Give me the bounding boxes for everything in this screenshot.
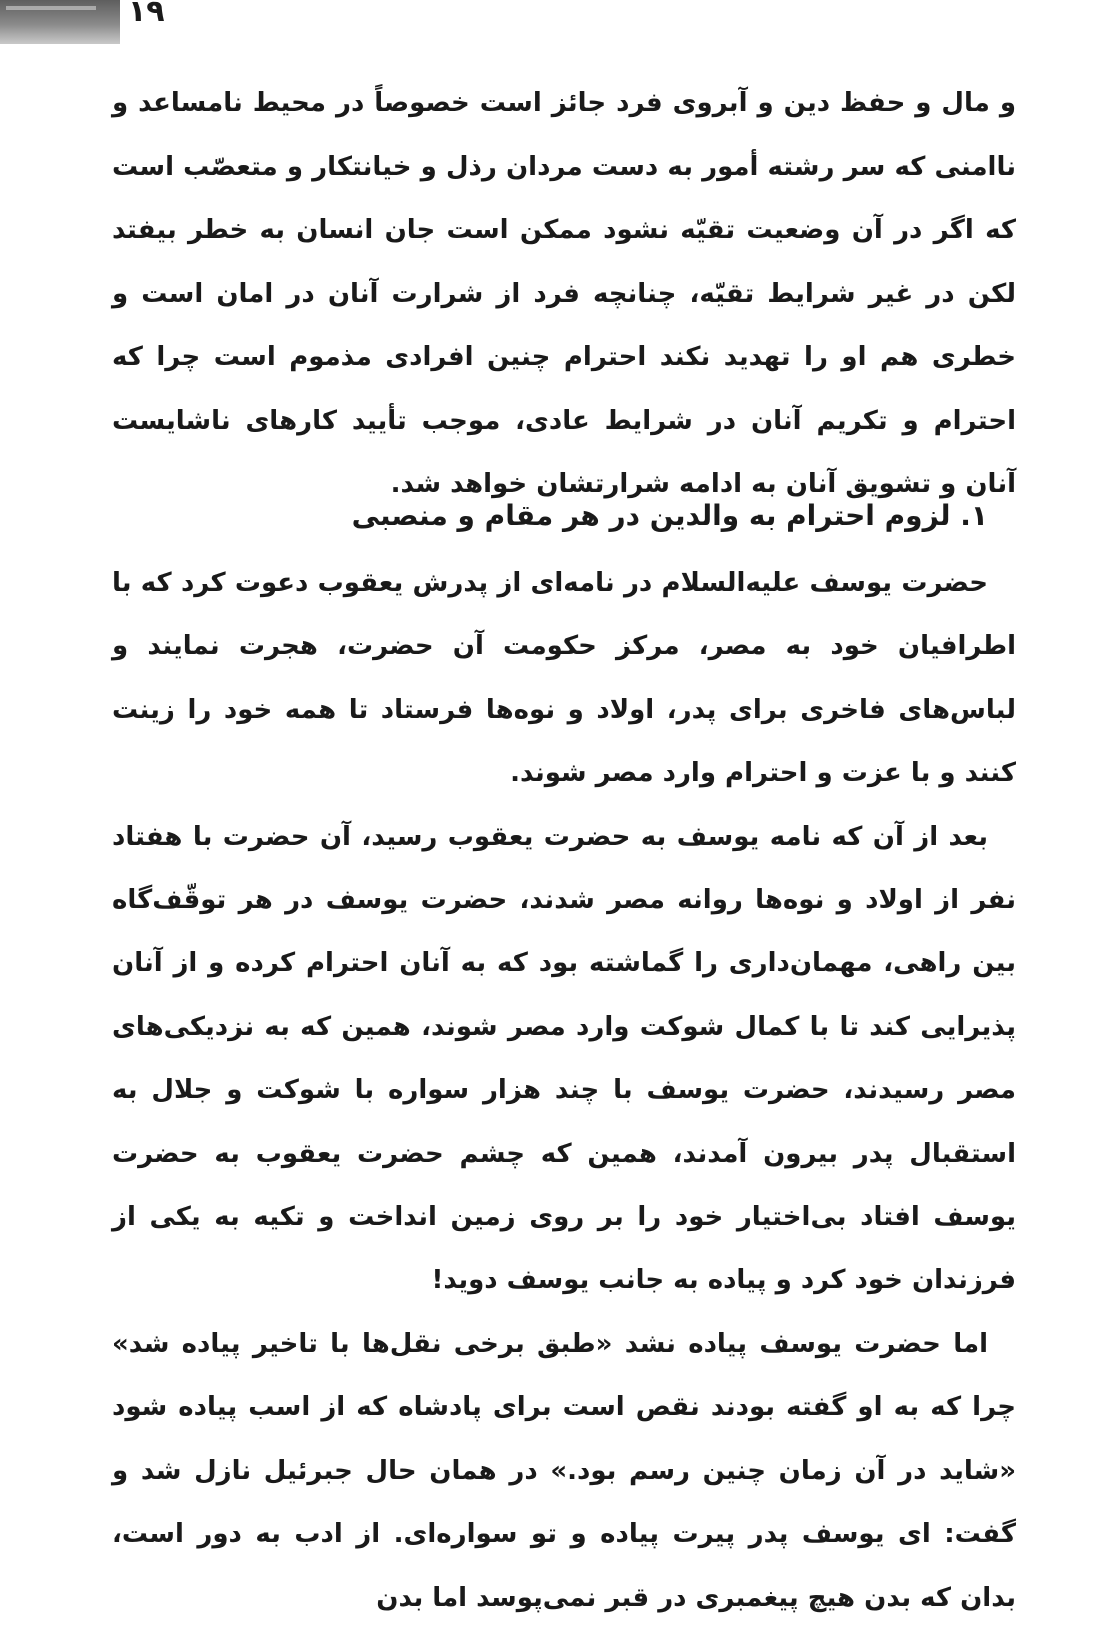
intro-paragraph: و مال و حفظ دین و آبروی فرد جائز است خصوصاً در محیط نامساعد و ناامنی که سر رشته أمور به دست مردان رذل و خیانتکار و متعصّب است که اگر در آن وضعیت تقیّه نشود ممکن است جان انسان به خطر بیفتد لکن در غیر شرایط تقیّه، چنانچه فرد از شرارت آنان در امان است و خطری هم او را تهدید نکند احترام چنین افرادی مذموم است چرا که احترام و تکریم آنان در شرایط عادی، موجب تأیید کارهای ناشایست آنان و تشویق آنان به ادامه شرارتشان خواهد شد. (112, 88, 1016, 499)
section-heading: ۱. لزوم احترام به والدین در هر مقام و منصبی (351, 499, 988, 532)
intro-text-block (112, 72, 1016, 517)
section-text-block (112, 552, 1016, 1630)
section-paragraph-3: اما حضرت یوسف پیاده نشد «طبق برخی نقل‌ها با تاخیر پیاده شد» چرا که به او گفته بودند نقص است برای پادشاه که از اسب پیاده شود «شاید در آن زمان چنین رسم بود.» در همان حال جبرئیل نازل شد و گفت: ای یوسف پدر پیرت پیاده و تو سواره‌ای. از ادب به دور است، بدان که بدن هیچ پیغمبری در قبر نمی‌پوسد اما بدن (112, 1328, 1016, 1613)
section-paragraph-1: حضرت یوسف علیه‌السلام در نامه‌ای از پدرش یعقوب دعوت کرد که با اطرافیان خود به مصر، مرکز حکومت آن حضرت، هجرت نمایند و لباس‌های فاخری برای پدر، اولاد و نوه‌ها فرستاد تا همه خود را زینت کنند و با عزت و احترام وارد مصر شوند. (112, 568, 1016, 789)
page-number: ۱۹ (128, 0, 165, 29)
scanned-page-edge (0, 0, 120, 44)
section-paragraph-2: بعد از آن که نامه یوسف به حضرت یعقوب رسید، آن حضرت با هفتاد نفر از اولاد و نوه‌ها روانه مصر شدند، حضرت یوسف در هر توقّف‌گاه بین راهی، مهمان‌داری را گماشته بود که به آنان احترام کرده و از آنان پذیرایی کند تا با کمال شوکت وارد مصر شوند، همین که به نزدیکی‌های مصر رسیدند، حضرت یوسف با چند هزار سواره با شوکت و جلال به استقبال پدر بیرون آمدند، همین که چشم حضرت یعقوب به حضرت یوسف افتاد بی‌اختیار خود را بر روی زمین انداخت و تکیه به یکی از فرزندان خود کرد و پیاده به جانب یوسف دوید! (112, 821, 1016, 1296)
